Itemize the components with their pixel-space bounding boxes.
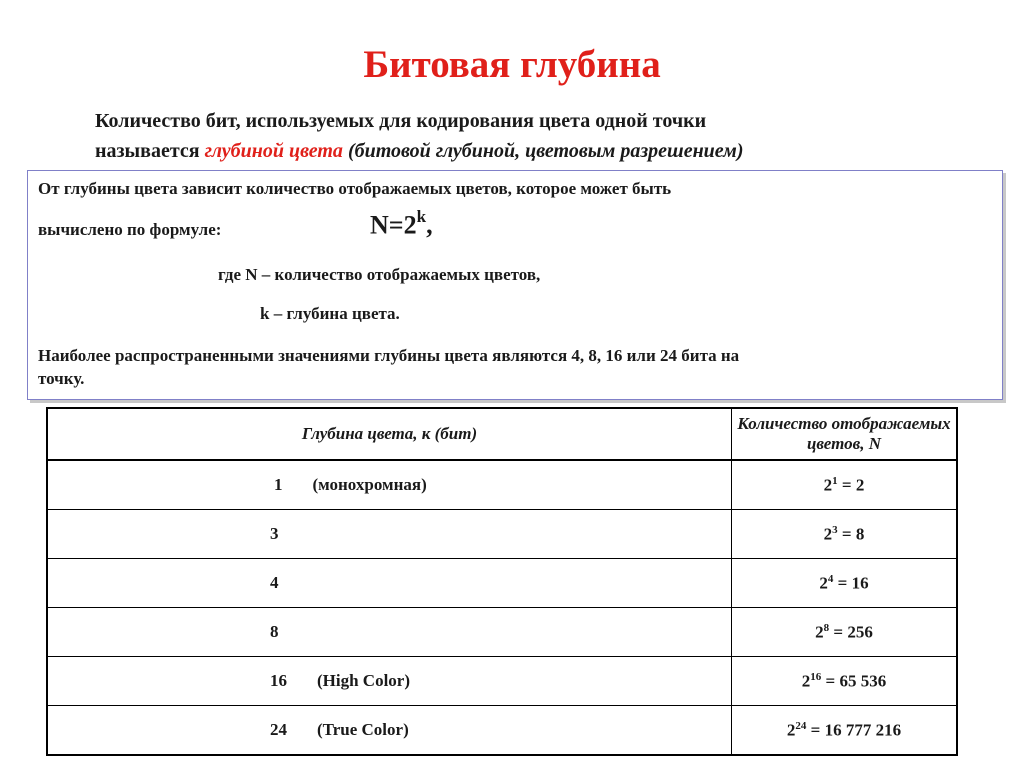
- colors-exponent: 24: [795, 719, 807, 732]
- colors-base: 2: [786, 720, 796, 740]
- common-line-1: Наиболее распространенными значениями глубины цвета являются 4, 8, 16 или 24 бита на: [38, 346, 740, 365]
- depth-cell: [47, 657, 732, 706]
- depth-cell: [47, 559, 732, 608]
- depth-cell: [47, 460, 732, 510]
- colors-result: = 8: [837, 524, 865, 544]
- depth-note: (монохромная): [312, 475, 427, 494]
- colors-result: = 256: [829, 622, 873, 642]
- depth-value: 1: [274, 475, 283, 494]
- colors-result: = 2: [837, 475, 865, 495]
- colors-cell: [732, 657, 958, 706]
- colors-exponent: 4: [827, 572, 834, 585]
- colors-base: 2: [823, 475, 833, 495]
- colors-cell: [732, 608, 958, 657]
- colors-cell: [732, 460, 958, 510]
- table-row: [47, 706, 957, 756]
- table-row: [47, 559, 957, 608]
- colors-exponent: 16: [810, 670, 822, 683]
- formula-exponent: k: [416, 207, 427, 226]
- colors-base: 2: [823, 524, 833, 544]
- colors-cell: [732, 706, 958, 756]
- colors-base: 2: [815, 622, 824, 642]
- depth-value: 24: [270, 720, 287, 739]
- depth-note: (High Color): [317, 671, 411, 690]
- colors-exponent: 1: [832, 474, 838, 487]
- slide-title: Битовая глубина: [363, 43, 661, 86]
- formula-box: [27, 170, 1003, 400]
- colors-base: 2: [819, 573, 828, 593]
- table-row: [47, 510, 957, 559]
- colors-exponent: 8: [823, 621, 830, 634]
- intro-line-2-start: называется: [95, 140, 205, 162]
- colors-base: 2: [801, 671, 811, 691]
- intro-paragraph: [95, 106, 995, 166]
- table-row: [47, 460, 957, 510]
- colors-result: = 65 536: [821, 671, 887, 691]
- where-n: где N – количество отображаемых цветов,: [218, 265, 541, 284]
- depth-value: 16: [270, 671, 287, 690]
- header-depth: Глубина цвета, к (бит): [47, 408, 732, 460]
- colors-result: = 16 777 216: [806, 720, 902, 740]
- depth-cell: [47, 608, 732, 657]
- table-row: [47, 608, 957, 657]
- depth-note: (True Color): [317, 720, 409, 739]
- depth-value: 3: [270, 524, 279, 543]
- formula-base: N=2: [370, 210, 417, 240]
- table-row: [47, 657, 957, 706]
- colors-cell: [732, 510, 958, 559]
- formula: [370, 209, 433, 241]
- box-line-1: От глубины цвета зависит количество отображаемых цветов, которое может быть: [38, 179, 672, 198]
- intro-line-1: Количество бит, используемых для кодирования цвета одной точки: [95, 110, 707, 132]
- header-colors: Количество отображаемых цветов, N: [732, 408, 958, 460]
- intro-line-2: [95, 136, 995, 166]
- box-line-2: вычислено по формуле:: [38, 220, 222, 239]
- colors-result: = 16: [833, 573, 869, 593]
- depth-cell: [47, 706, 732, 756]
- highlight-term: глубиной цвета: [204, 140, 343, 162]
- depth-value: 8: [270, 622, 279, 641]
- common-line-2: точку.: [38, 369, 85, 388]
- bit-depth-table: [46, 407, 958, 756]
- table-header-row: [47, 408, 957, 460]
- colors-exponent: 3: [832, 523, 838, 536]
- depth-cell: [47, 510, 732, 559]
- depth-value: 4: [270, 573, 279, 592]
- where-k: k – глубина цвета.: [260, 304, 400, 323]
- formula-comma: ,: [426, 210, 433, 240]
- colors-cell: [732, 559, 958, 608]
- intro-line-2-end: (битовой глубиной, цветовым разрешением): [342, 140, 744, 162]
